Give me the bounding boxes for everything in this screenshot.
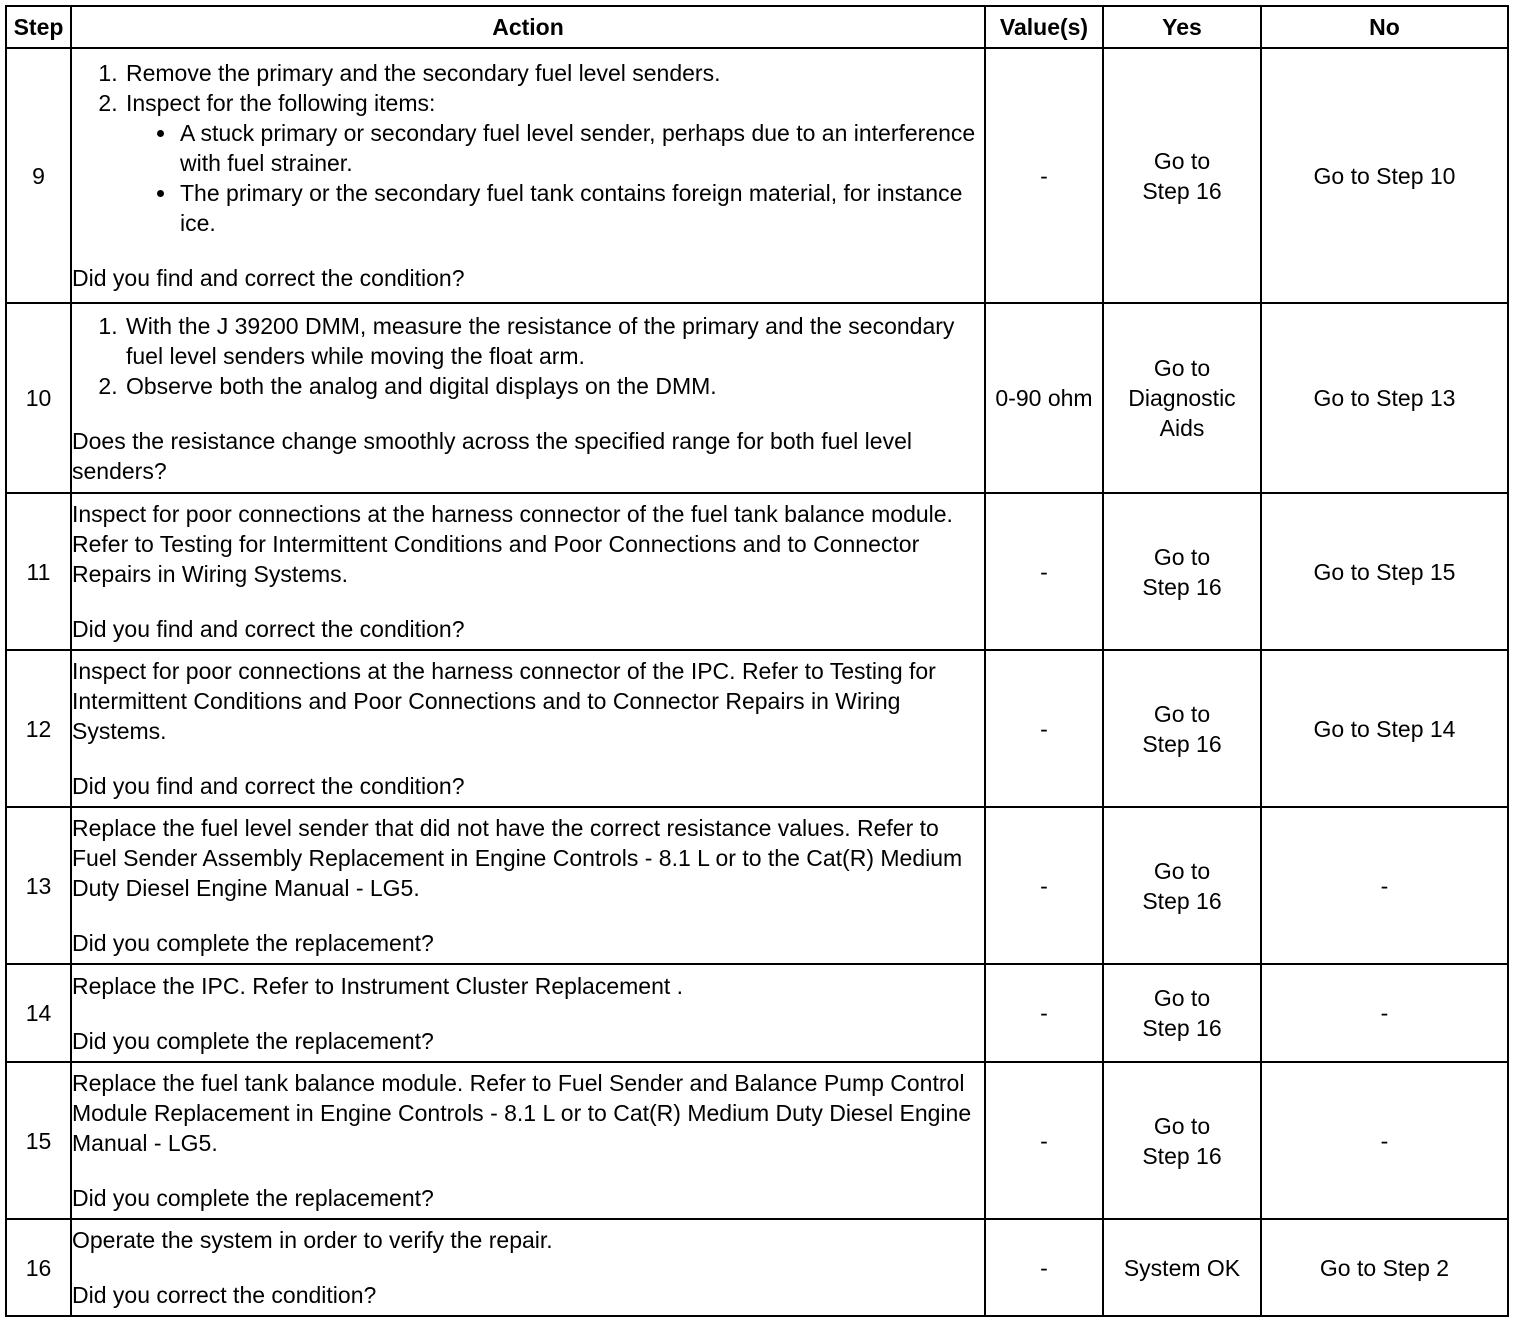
yes-line: Go to [1153, 700, 1211, 727]
value-cell: - [985, 1219, 1103, 1316]
step-number: 13 [6, 807, 71, 964]
action-step [124, 88, 984, 238]
action-question: Did you complete the replacement? [72, 1027, 434, 1054]
value-cell: - [985, 48, 1103, 303]
action-cell [71, 493, 985, 650]
no-cell: - [1261, 1062, 1508, 1219]
yes-cell [1103, 303, 1261, 493]
action-steps [72, 58, 984, 238]
table-row [6, 650, 1508, 807]
action-step: 1. With the J 39200 DMM, measure the resistance of the primary and the secondary fuel level senders while moving the float arm. [124, 311, 984, 371]
action-cell [71, 1219, 985, 1316]
yes-line: Step 16 [1142, 1142, 1222, 1169]
yes-line: Step 16 [1142, 573, 1222, 600]
yes-line: Go to [1153, 147, 1211, 174]
yes-line: Step 16 [1142, 887, 1222, 914]
inspect-item: • A stuck primary or secondary fuel level sender, perhaps due to an interference with fuel strainer. [178, 118, 984, 178]
value-cell: - [985, 650, 1103, 807]
no-cell: - [1261, 807, 1508, 964]
yes-line: Go to [1153, 355, 1211, 381]
yes-line: Diagnostic [1128, 385, 1236, 411]
diagnostic-table [5, 5, 1509, 1317]
inspect-items [126, 118, 984, 238]
action-question: Did you find and correct the condition? [72, 773, 465, 799]
no-cell: - [1261, 964, 1508, 1062]
action-question: Did you complete the replacement? [72, 930, 434, 956]
step-number: 11 [6, 493, 71, 650]
yes-line: Go to [1153, 857, 1211, 884]
no-cell: Go to Step 10 [1261, 48, 1508, 303]
header-yes: Yes [1103, 6, 1261, 48]
value-cell: - [985, 807, 1103, 964]
inspect-item: • The primary or the secondary fuel tank contains foreign material, for instance ice. [178, 178, 984, 238]
action-step: 2. Observe both the analog and digital displays on the DMM. [124, 371, 984, 401]
yes-cell [1103, 650, 1261, 807]
header-step: Step [6, 6, 71, 48]
action-cell [71, 1062, 985, 1219]
table-row [6, 807, 1508, 964]
header-value: Value(s) [985, 6, 1103, 48]
yes-line: System OK [1123, 1254, 1241, 1281]
action-text: Inspect for poor connections at the harness connector of the fuel tank balance module. Refer to Testing for Intermittent Conditions and Poor Connections and to Connector Repairs in Wiring Systems. [72, 501, 953, 587]
value-cell: - [985, 964, 1103, 1062]
yes-line: Step 16 [1142, 730, 1222, 757]
action-text: Operate the system in order to verify the repair. [72, 1227, 553, 1253]
action-question: Does the resistance change smoothly across the specified range for both fuel level senders? [72, 427, 912, 484]
action-text: Replace the fuel level sender that did not have the correct resistance values. Refer to Fuel Sender Assembly Replacement in Engine Controls - 8.1 L or to the Cat(R) Medium Duty Diesel Engine Manual - LG5. [72, 815, 963, 901]
value-cell: 0-90 ohm [985, 303, 1103, 493]
table-row [6, 303, 1508, 493]
action-question: Did you find and correct the condition? [72, 265, 465, 291]
table-row [6, 48, 1508, 303]
yes-cell [1103, 1219, 1261, 1316]
action-question: Did you find and correct the condition? [72, 616, 465, 642]
action-cell [71, 964, 985, 1062]
action-step-text: Inspect for the following items: [126, 90, 436, 116]
action-question: Did you correct the condition? [72, 1282, 377, 1308]
value-cell: - [985, 1062, 1103, 1219]
yes-line: Go to [1153, 1112, 1211, 1139]
table-row [6, 1062, 1508, 1219]
table-row [6, 493, 1508, 650]
yes-cell [1103, 807, 1261, 964]
header-action: Action [71, 6, 985, 48]
yes-cell [1103, 493, 1261, 650]
yes-line: Step 16 [1142, 1015, 1222, 1041]
step-number: 15 [6, 1062, 71, 1219]
yes-line: Aids [1159, 415, 1205, 441]
table-row [6, 964, 1508, 1062]
yes-cell [1103, 48, 1261, 303]
action-text: Inspect for poor connections at the harness connector of the IPC. Refer to Testing for Intermittent Conditions and Poor Connections and to Connector Repairs in Wiring Systems. [72, 658, 936, 744]
step-number: 16 [6, 1219, 71, 1316]
action-text: Replace the IPC. Refer to Instrument Cluster Replacement . [72, 972, 684, 999]
action-question: Did you complete the replacement? [72, 1185, 434, 1211]
no-cell: Go to Step 14 [1261, 650, 1508, 807]
table-row [6, 1219, 1508, 1316]
no-cell: Go to Step 2 [1261, 1219, 1508, 1316]
yes-line: Go to [1153, 543, 1211, 570]
action-steps [72, 311, 984, 401]
step-number: 10 [6, 303, 71, 493]
action-cell [71, 650, 985, 807]
value-cell: - [985, 493, 1103, 650]
header-row [6, 6, 1508, 48]
yes-cell [1103, 964, 1261, 1062]
header-no: No [1261, 6, 1508, 48]
action-cell [71, 807, 985, 964]
no-cell: Go to Step 15 [1261, 493, 1508, 650]
action-cell [71, 303, 985, 493]
action-text: Replace the fuel tank balance module. Refer to Fuel Sender and Balance Pump Control Module Replacement in Engine Controls - 8.1 L or to Cat(R) Medium Duty Diesel Engine Manual - LG5. [72, 1070, 972, 1156]
yes-cell [1103, 1062, 1261, 1219]
action-cell [71, 48, 985, 303]
yes-line: Go to [1153, 985, 1211, 1011]
step-number: 12 [6, 650, 71, 807]
step-number: 14 [6, 964, 71, 1062]
action-step: 1. Remove the primary and the secondary fuel level senders. [124, 58, 984, 88]
yes-line: Step 16 [1142, 177, 1222, 204]
step-number: 9 [6, 48, 71, 303]
no-cell: Go to Step 13 [1261, 303, 1508, 493]
